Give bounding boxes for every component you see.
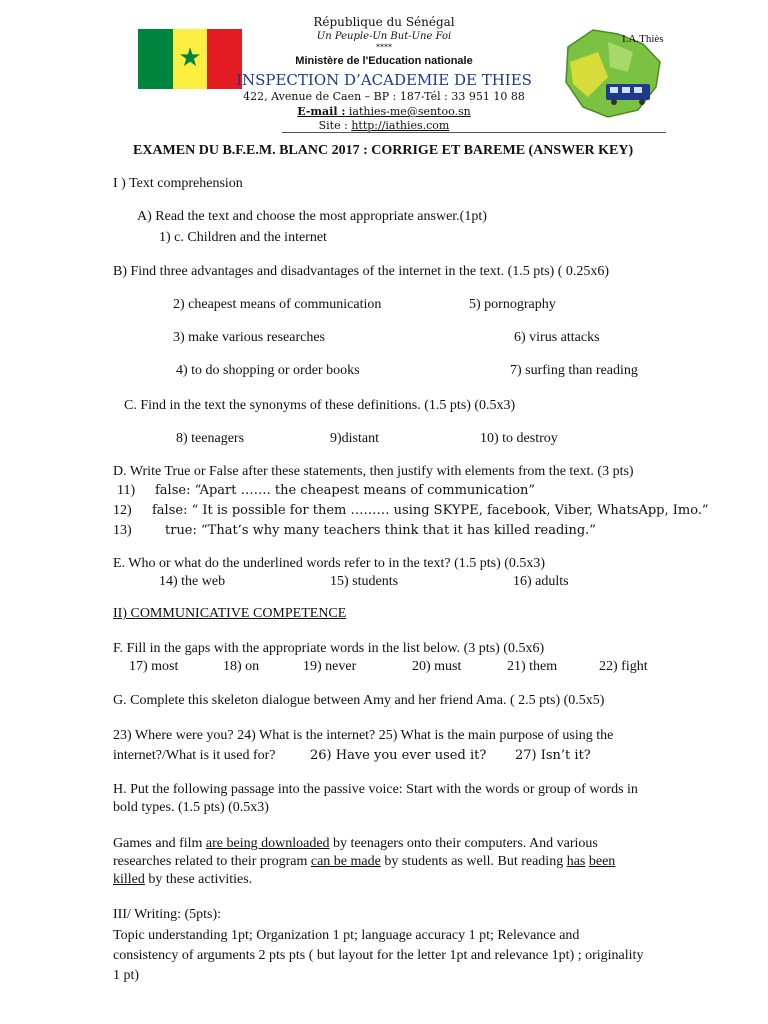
question-a: A) Read the text and choose the most appropriate answer.(1pt) bbox=[137, 209, 487, 224]
country-name: République du Sénégal bbox=[313, 15, 455, 29]
answer-g-line-1: 23) Where were you? 24) What is the internet? 25) What is the main purpose of using the bbox=[113, 728, 614, 743]
answer-g-27: 27) Isn’t it? bbox=[515, 748, 591, 763]
passage-line-1 bbox=[113, 836, 598, 852]
answer-d-12-num: 12) bbox=[113, 503, 132, 518]
question-b: B) Find three advantages and disadvantages of the internet in the text. (1.5 pts) ( 0.25x6) bbox=[113, 264, 610, 279]
section-3-heading: III/ Writing: (5pts): bbox=[113, 907, 222, 922]
motto: Un Peuple-Un But-Une Foi bbox=[316, 31, 452, 42]
writing-criteria-3: 1 pt) bbox=[113, 968, 140, 983]
email-label: E-mail : bbox=[297, 105, 346, 118]
answer-f-18: 18) on bbox=[223, 659, 260, 674]
passage-line-3 bbox=[113, 872, 252, 888]
answer-f-19: 19) never bbox=[303, 659, 357, 674]
answer-f-22: 22) fight bbox=[599, 659, 648, 674]
answer-c-9: 9)distant bbox=[330, 431, 379, 446]
answer-e-15: 15) students bbox=[330, 574, 399, 589]
map-label: I.A.Thiès bbox=[622, 33, 664, 45]
thies-map-logo bbox=[548, 22, 668, 122]
passive-verb-3b: been bbox=[588, 854, 616, 869]
passage-text: researches related to their program bbox=[113, 854, 311, 869]
question-c: C. Find in the text the synonyms of these definitions. (1.5 pts) (0.5x3) bbox=[124, 398, 516, 413]
passage-text: by these activities. bbox=[144, 872, 253, 887]
passive-verb-2: can be made bbox=[310, 854, 381, 869]
star-icon: ★ bbox=[178, 43, 202, 72]
address: 422, Avenue de Caen – BP : 187-Tél : 33 951 10 88 bbox=[243, 90, 525, 103]
inspection-title: INSPECTION D’ACADEMIE DE THIES bbox=[236, 71, 532, 89]
site-link[interactable]: http://iathies.com bbox=[351, 119, 450, 132]
question-h-line-2: bold types. (1.5 pts) (0.5x3) bbox=[113, 800, 269, 815]
answer-d-11: false: “Apart ……. the cheapest means of communication” bbox=[155, 483, 536, 498]
passage-text: by teenagers onto their computers. And various bbox=[329, 836, 598, 851]
section-2-heading: II) COMMUNICATIVE COMPETENCE bbox=[113, 606, 347, 621]
answer-c-10: 10) to destroy bbox=[480, 431, 558, 446]
ministry: Ministère de l'Education nationale bbox=[295, 55, 473, 67]
question-f: F. Fill in the gaps with the appropriate words in the list below. (3 pts) (0.5x6) bbox=[113, 641, 545, 656]
passive-verb-1: are being downloaded bbox=[205, 836, 330, 851]
question-g: G. Complete this skeleton dialogue between Amy and her friend Ama. ( 2.5 pts) (0.5x5) bbox=[113, 693, 605, 708]
answer-e-16: 16) adults bbox=[513, 574, 569, 589]
answer-g-line-2a: internet?/What is it used for? bbox=[113, 748, 276, 763]
answer-a: 1) c. Children and the internet bbox=[159, 230, 327, 245]
passive-verb-3c: killed bbox=[113, 872, 145, 887]
passive-verb-3a: has bbox=[566, 854, 586, 869]
question-e: E. Who or what do the underlined words refer to in the text? (1.5 pts) (0.5x3) bbox=[113, 556, 546, 571]
answer-c-8: 8) teenagers bbox=[176, 431, 245, 446]
answer-b-7: 7) surfing than reading bbox=[510, 363, 638, 378]
exam-title: EXAMEN DU B.F.E.M. BLANC 2017 : CORRIGE ET BAREME (ANSWER KEY) bbox=[133, 143, 634, 158]
email-link[interactable]: iathies-me@sentoo.sn bbox=[345, 105, 471, 118]
answer-b-3: 3) make various researches bbox=[173, 330, 325, 345]
answer-f-17: 17) most bbox=[129, 659, 179, 674]
section-1-heading: I ) Text comprehension bbox=[113, 176, 243, 191]
answer-b-6: 6) virus attacks bbox=[514, 330, 600, 345]
answer-d-13: true: “That’s why many teachers think that it has killed reading.” bbox=[165, 523, 596, 538]
answer-b-4: 4) to do shopping or order books bbox=[176, 363, 360, 378]
question-d: D. Write True or False after these statements, then justify with elements from the text. (3 pts) bbox=[113, 464, 634, 479]
answer-b-2: 2) cheapest means of communication bbox=[173, 297, 382, 312]
answer-f-21: 21) them bbox=[507, 659, 558, 674]
site-label: Site : bbox=[318, 119, 352, 132]
answer-e-14: 14) the web bbox=[159, 574, 226, 589]
answer-g-26: 26) Have you ever used it? bbox=[310, 748, 487, 763]
question-h-line-1: H. Put the following passage into the passive voice: Start with the words or group of words in bbox=[113, 782, 638, 797]
answer-d-12: false: “ It is possible for them ……… using SKYPE, facebook, Viber, WhatsApp, Imo.” bbox=[152, 503, 709, 518]
answer-d-13-num: 13) bbox=[113, 523, 132, 538]
writing-criteria-2: consistency of arguments 2 pts pts ( but layout for the letter 1pt and relevance 1pt) ; originality bbox=[113, 948, 644, 963]
answer-d-11-num: 11) bbox=[117, 483, 136, 498]
answer-f-20: 20) must bbox=[412, 659, 462, 674]
passage-line-2 bbox=[113, 854, 615, 870]
header-divider bbox=[282, 132, 666, 133]
answer-b-5: 5) pornography bbox=[469, 297, 556, 312]
stars: **** bbox=[376, 43, 392, 52]
passage-text: by students as well. But reading bbox=[380, 854, 567, 869]
writing-criteria-1: Topic understanding 1pt; Organization 1 pt; language accuracy 1 pt; Relevance and bbox=[113, 928, 580, 943]
passage-text: Games and film bbox=[113, 836, 206, 851]
